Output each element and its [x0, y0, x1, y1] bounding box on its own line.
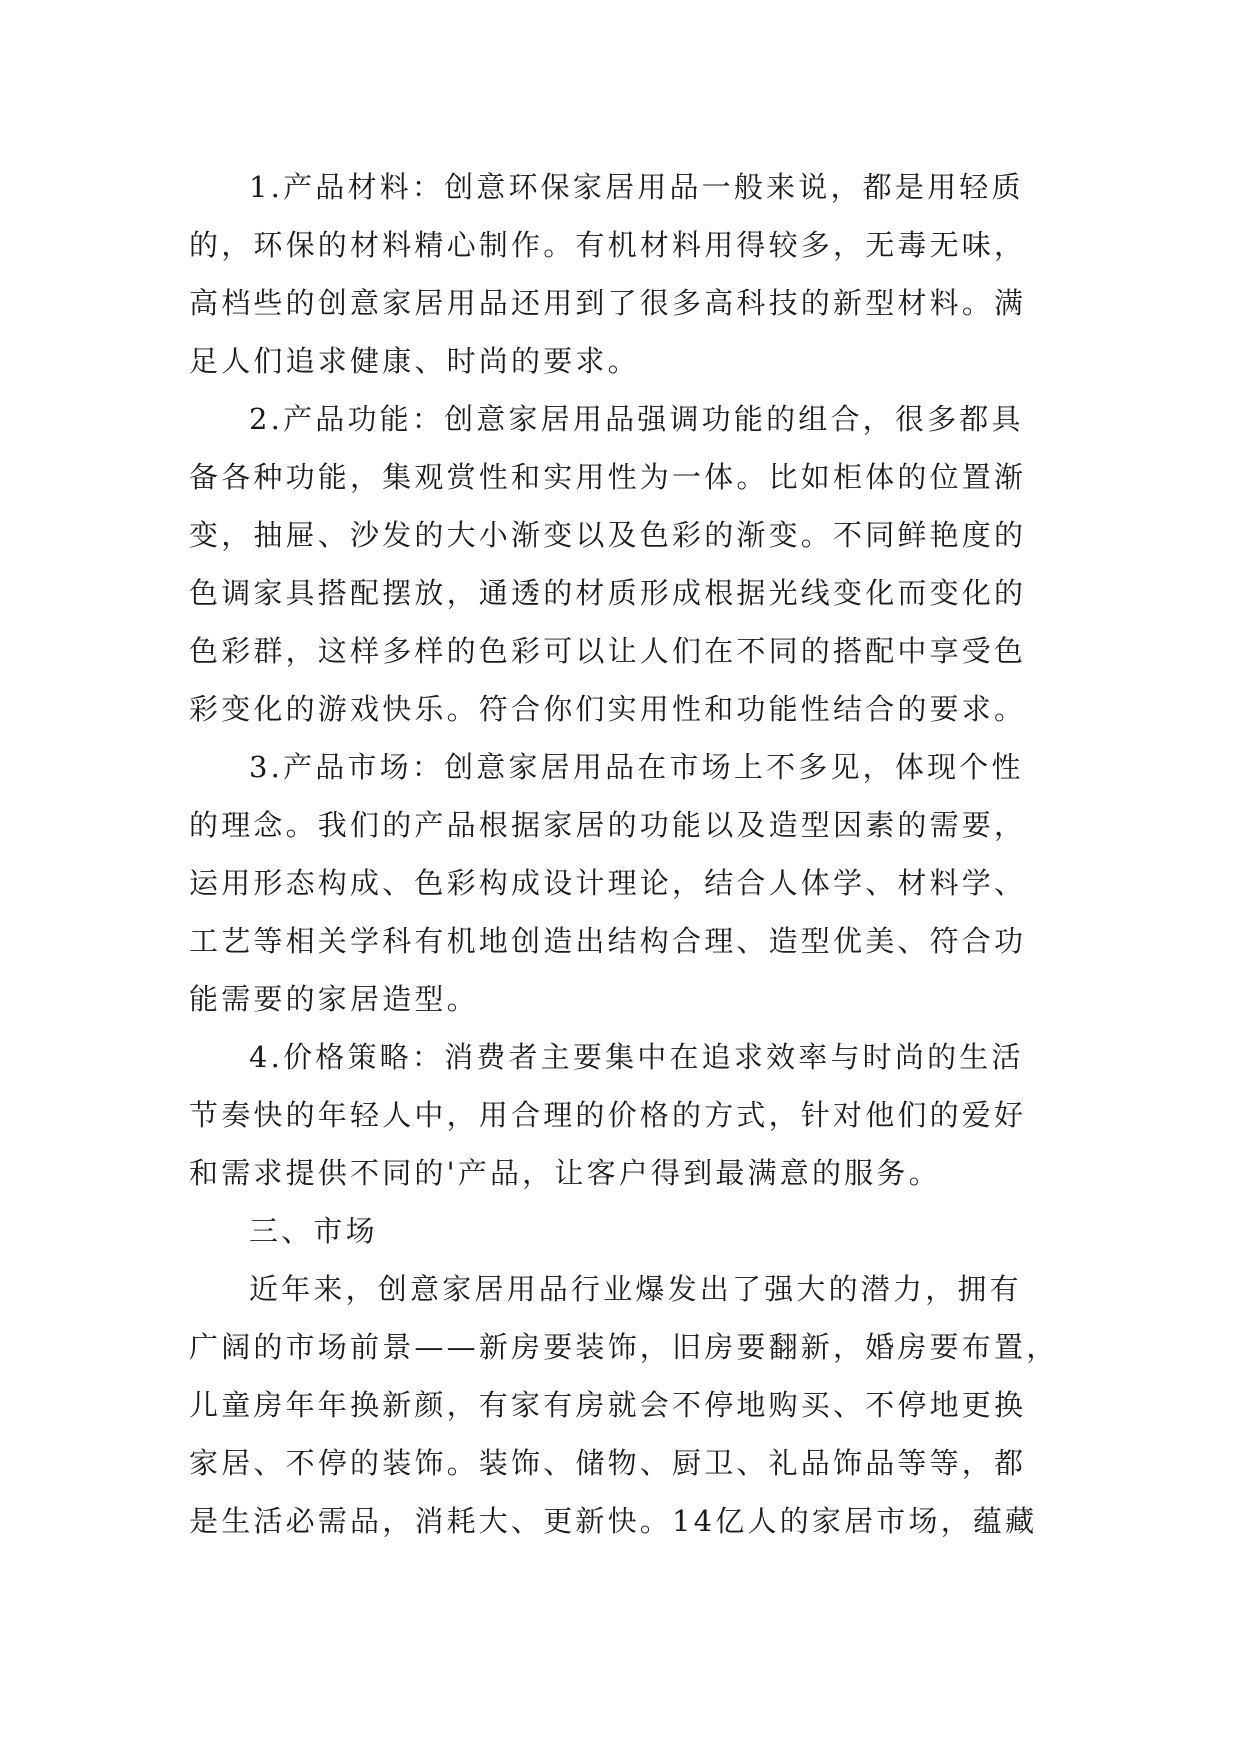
text-line: 节奏快的年轻人中，用合理的价格的方式，针对他们的爱好 — [189, 1098, 1027, 1132]
text-line: 能需要的家居造型。 — [189, 982, 479, 1016]
text-line: 备各种功能，集观赏性和实用性为一体。比如柜体的位置渐 — [189, 460, 1027, 494]
text-line: 的，环保的材料精心制作。有机材料用得较多，无毒无味， — [189, 228, 1027, 262]
paragraph-market-body — [189, 1260, 1059, 1550]
text-line: 变，抽屉、沙发的大小渐变以及色彩的渐变。不同鲜艳度的 — [189, 518, 1027, 552]
paragraph-product-market — [189, 738, 1059, 1028]
text-line: 色彩群，这样多样的色彩可以让人们在不同的搭配中享受色 — [189, 634, 1027, 668]
text-line: 近年来，创意家居用品行业爆发出了强大的潜力，拥有 — [249, 1272, 1022, 1306]
text-line: 运用形态构成、色彩构成设计理论，结合人体学、材料学、 — [189, 866, 1027, 900]
section-heading-market — [189, 1202, 1059, 1260]
section-heading: 三、市场 — [249, 1214, 378, 1248]
text-line: 的理念。我们的产品根据家居的功能以及造型因素的需要， — [189, 808, 1027, 842]
paragraph-pricing-strategy — [189, 1028, 1059, 1202]
paragraph-product-material — [189, 158, 1059, 390]
text-line: 彩变化的游戏快乐。符合你们实用性和功能性结合的要求。 — [189, 692, 1027, 726]
text-line: 足人们追求健康、时尚的要求。 — [189, 344, 640, 378]
text-line: 广阔的市场前景——新房要装饰，旧房要翻新，婚房要布置， — [189, 1330, 1059, 1364]
document-body — [189, 158, 1059, 1550]
text-line: 是生活必需品，消耗大、更新快。14亿人的家居市场，蕴藏 — [189, 1504, 1038, 1538]
text-line: 2.产品功能：创意家居用品强调功能的组合，很多都具 — [249, 402, 1024, 436]
text-line: 4.价格策略：消费者主要集中在追求效率与时尚的生活 — [249, 1040, 1024, 1074]
text-line: 3.产品市场：创意家居用品在市场上不多见，体现个性 — [249, 750, 1024, 784]
text-line: 1.产品材料：创意环保家居用品一般来说，都是用轻质 — [249, 170, 1024, 204]
text-line: 高档些的创意家居用品还用到了很多高科技的新型材料。满 — [189, 286, 1027, 320]
text-line: 色调家具搭配摆放，通透的材质形成根据光线变化而变化的 — [189, 576, 1027, 610]
text-line: 工艺等相关学科有机地创造出结构合理、造型优美、符合功 — [189, 924, 1027, 958]
text-line: 家居、不停的装饰。装饰、储物、厨卫、礼品饰品等等，都 — [189, 1446, 1027, 1480]
text-line: 和需求提供不同的'产品，让客户得到最满意的服务。 — [189, 1156, 941, 1190]
paragraph-product-function — [189, 390, 1059, 738]
text-line: 儿童房年年换新颜，有家有房就会不停地购买、不停地更换 — [189, 1388, 1027, 1422]
